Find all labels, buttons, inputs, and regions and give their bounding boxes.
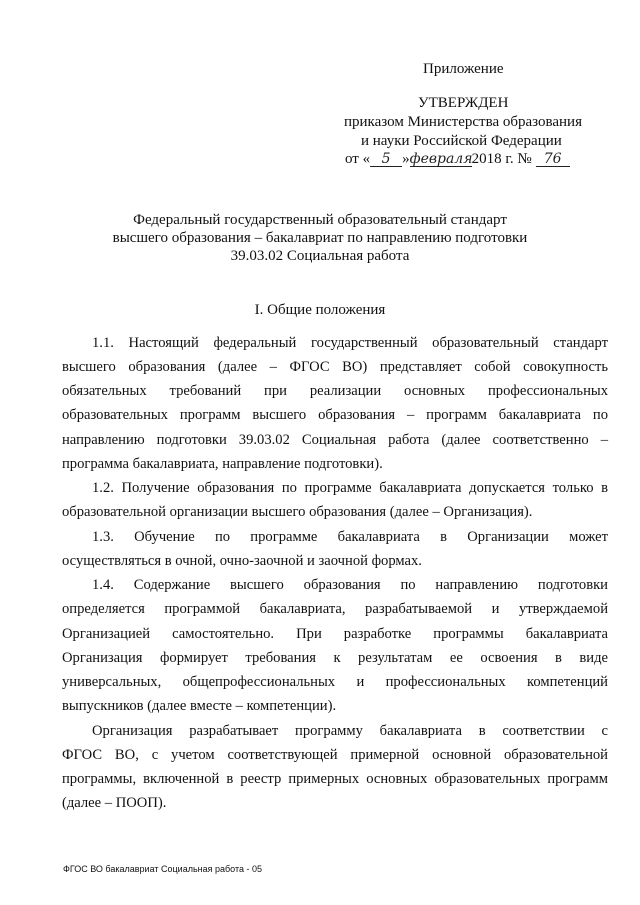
body-line: 1.2. Получение образования по программе бакалавриата допускается только в: [92, 480, 608, 496]
footer-text: ФГОС ВО бакалавриат Социальная работа - 05: [63, 864, 263, 874]
body-line: Организация формирует требования к результатам ее освоения в виде: [62, 650, 608, 666]
body-line: определяется программой бакалавриата, разрабатываемой и утверждаемой: [62, 601, 608, 617]
date-prefix: от «: [345, 151, 371, 167]
body-line: 1.3. Обучение по программе бакалавриата в Организации может: [92, 529, 608, 545]
body-line: ФГОС ВО, с учетом соответствующей примерной основной образовательной: [62, 747, 608, 763]
body-line: Организация разрабатывает программу бакалавриата в соответствии с: [92, 723, 608, 739]
body-line: программа бакалавриата, направление подготовки).: [62, 456, 383, 472]
order-line-2: и науки Российской Федерации: [361, 133, 562, 149]
body-line: обязательных требований при реализации основных профессиональных: [62, 383, 608, 399]
body-line: осуществляться в очной, очно-заочной и заочной формах.: [62, 553, 422, 569]
body-line: (далее – ПООП).: [62, 795, 167, 811]
body-line: программы, включенной в реестр примерных основных образовательных программ: [62, 771, 608, 787]
date-mid: »: [402, 151, 410, 167]
date-year: 2018 г. №: [471, 151, 532, 167]
body-line: Организацией самостоятельно. При разработке программы бакалавриата: [62, 626, 608, 642]
body-line: универсальных, общепрофессиональных и профессиональных компетенций: [62, 674, 608, 690]
body-line: направлению подготовки 39.03.02 Социальная работа (далее соответственно –: [62, 432, 608, 448]
section-heading: I. Общие положения: [254, 302, 386, 318]
order-date-line: [345, 151, 570, 168]
body-line: образовательных программ высшего образования – программ бакалавриата по: [62, 407, 608, 423]
appendix-label: Приложение: [423, 61, 504, 77]
date-day-handwritten: 5: [370, 152, 402, 167]
body-line: высшего образования (далее – ФГОС ВО) представляет собой совокупность: [62, 359, 608, 375]
approved-label: УТВЕРЖДЕН: [418, 95, 509, 111]
body-line: 1.4. Содержание высшего образования по направлению подготовки: [92, 577, 608, 593]
document-title-line-2: высшего образования – бакалавриат по направлению подготовки: [112, 230, 528, 246]
body-line: 1.1. Настоящий федеральный государственный образовательный стандарт: [92, 335, 608, 351]
body-line: выпускников (далее вместе – компетенции).: [62, 698, 337, 714]
order-number-handwritten: 76: [536, 152, 570, 167]
document-title-line-3: 39.03.02 Социальная работа: [230, 248, 410, 264]
body-line: образовательной организации высшего образования (далее – Организация).: [62, 504, 533, 520]
date-month-handwritten: февраля: [409, 151, 473, 167]
document-title-line-1: Федеральный государственный образовательный стандарт: [133, 212, 507, 228]
order-line-1: приказом Министерства образования: [344, 114, 582, 130]
